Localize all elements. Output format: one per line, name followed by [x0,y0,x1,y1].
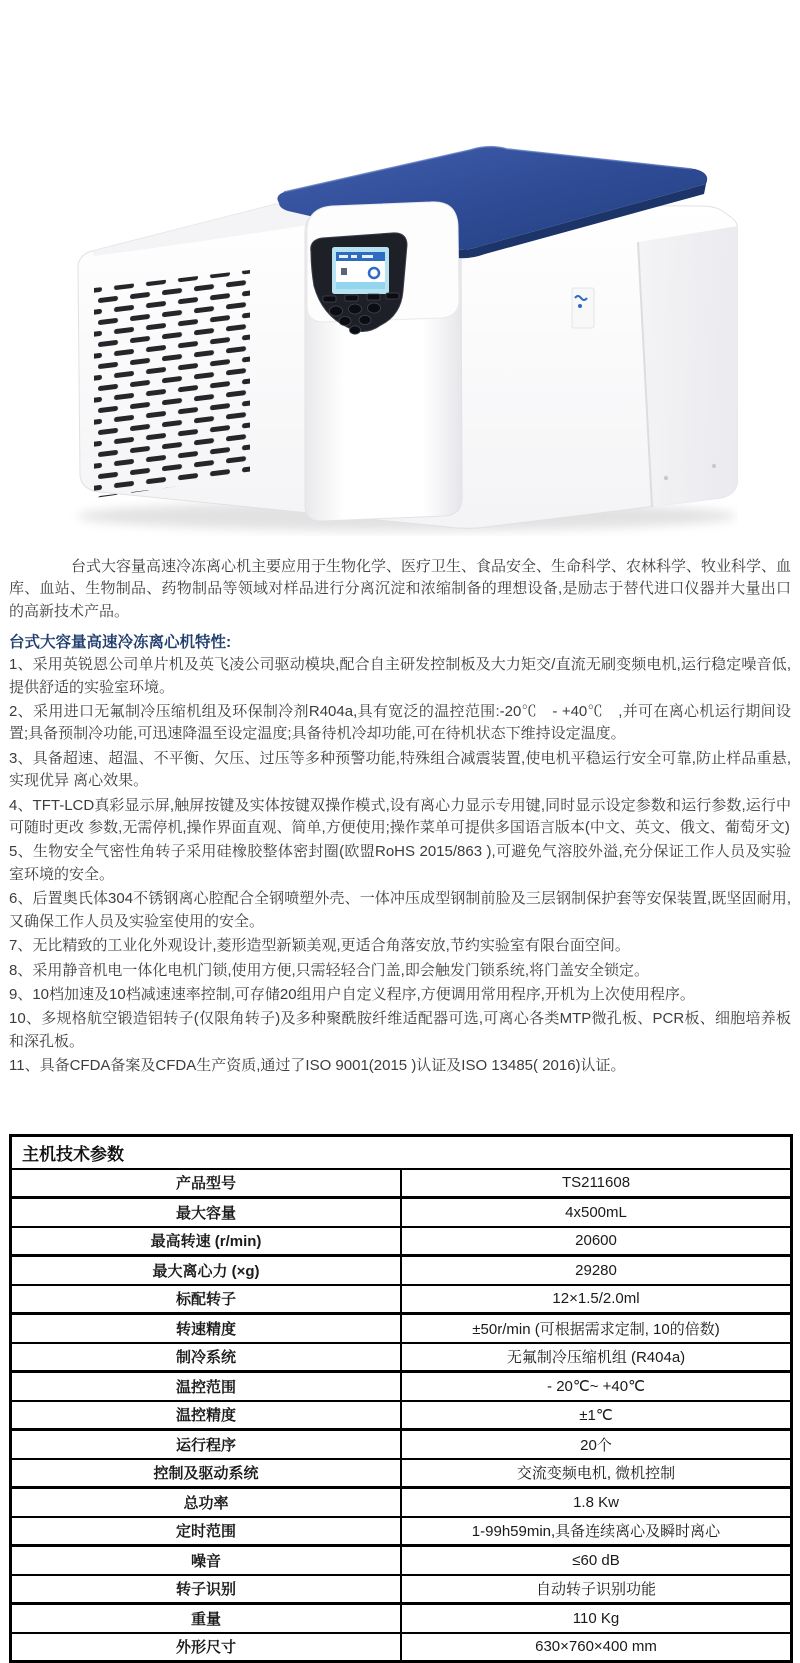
spec-table-header-row [11,1135,792,1169]
vent-grille [94,270,250,498]
spec-label: 定时范围 [11,1517,402,1546]
spec-value: - 20℃~ +40℃ [401,1372,792,1401]
spec-value: TS211608 [401,1169,792,1198]
spec-row [11,1401,792,1430]
spec-label: 转速精度 [11,1314,402,1343]
spec-table-body [11,1169,792,1662]
spec-value: 4x500mL [401,1198,792,1227]
spec-row [11,1604,792,1633]
spec-table [9,1134,793,1663]
feature-item: 1、采用英锐恩公司单片机及英飞凌公司驱动模块,配合自主研发控制板及大力矩交/直流无刷变频电机,运行稳定噪音低,提供舒适的实验室环境。 [9,656,791,696]
spec-row [11,1459,792,1488]
spec-row [11,1430,792,1459]
feature-item: 9、10档加速及10档减速速率控制,可存储20组用户自定义程序,方便调用常用程序,开机为上次使用程序。 [9,985,695,1003]
brand-logo [572,288,594,328]
spec-label: 产品型号 [11,1169,402,1198]
centrifuge-illustration [62,140,738,536]
spec-row [11,1314,792,1343]
lcd-screen [332,247,389,294]
product-page [0,140,800,1663]
feature-item: 7、无比精致的工业化外观设计,菱形造型新颖美观,更适合角落安放,节约实验室有限台面空间。 [9,937,630,955]
spec-row [11,1372,792,1401]
feature-item: 10、多规格航空锻造铝转子(仅限角转子)及多种聚酰胺纤维适配器可选,可离心各类MTP微孔板、PCR板、细胞培养板和深孔板。 [9,1010,791,1050]
spec-label: 最大容量 [11,1198,402,1227]
spec-value: ±1℃ [401,1401,792,1430]
spec-value: 自动转子识别功能 [401,1575,792,1604]
spec-value: 630×760×400 mm [401,1633,792,1662]
spec-label: 重量 [11,1604,402,1633]
spec-row [11,1488,792,1517]
spec-label: 转子识别 [11,1575,402,1604]
spec-label: 运行程序 [11,1430,402,1459]
spec-row [11,1256,792,1285]
feature-item: 8、采用静音机电一体化电机门锁,使用方便,只需轻轻合门盖,即会触发门锁系统,将门盖安全锁定。 [9,961,650,979]
spec-row [11,1227,792,1256]
product-photo [62,140,738,536]
feature-item: 5、生物安全气密性角转子采用硅橡胶整体密封圈(欧盟RoHS 2015/863 ),可避免气溶胶外溢,充分保证工作人员及实验室环境的安全。 [9,843,791,883]
features-heading: 台式大容量高速冷冻离心机特性: [9,634,232,652]
feature-item: 6、后置奥氏体304不锈钢离心腔配合全钢喷塑外壳、一体冲压成型钢制前脸及三层钢制保护套等安保装置,既坚固耐用,又确保工作人员及实验室使用的安全。 [9,890,791,930]
spec-value: 12×1.5/2.0ml [401,1285,792,1314]
spec-row [11,1285,792,1314]
spec-value: 交流变频电机, 微机控制 [401,1459,792,1488]
feature-item: 2、采用进口无氟制冷压缩机组及环保制冷剂R404a,具有宽泛的温控范围:-20℃ - +40℃ ,并可在离心机运行期间设置;具备预制冷功能,可迅速降温至设定温度;具备待机冷却功能,可在待机状态下维持设定温度。 [9,703,791,743]
spec-row [11,1633,792,1662]
spec-value: 110 Kg [401,1604,792,1633]
spec-label: 控制及驱动系统 [11,1459,402,1488]
spec-value: 无氟制冷压缩机组 (R404a) [401,1343,792,1372]
spec-value: ±50r/min (可根据需求定制, 10的倍数) [401,1314,792,1343]
spec-label: 噪音 [11,1546,402,1575]
intro-paragraph: 台式大容量高速冷冻离心机主要应用于生物化学、医疗卫生、食品安全、生命科学、农林科学、牧业科学、血库、血站、生物制品、药物制品等领域对样品进行分离沉淀和浓缩制备的理想设备,是励志于替代进口仪器并大量出口的高新技术产品。 [9,558,792,620]
spec-row [11,1517,792,1546]
spec-value: 1-99h59min,具备连续离心及瞬时离心 [401,1517,792,1546]
spec-row [11,1169,792,1198]
spec-label: 制冷系统 [11,1343,402,1372]
spec-row [11,1343,792,1372]
spec-value: 20个 [401,1430,792,1459]
feature-item: 3、具备超速、超温、不平衡、欠压、过压等多种预警功能,特殊组合减震装置,使电机平稳运行安全可靠,防止样品重悬,实现优异 离心效果。 [9,749,791,790]
feature-item: 11、具备CFDA备案及CFDA生产资质,通过了ISO 9001(2015 )认证及ISO 13485( 2016)认证。 [9,1057,626,1075]
spec-row [11,1546,792,1575]
spec-label: 总功率 [11,1488,402,1517]
spec-label: 外形尺寸 [11,1633,402,1662]
spec-value: 29280 [401,1256,792,1285]
feature-item: 4、TFT-LCD真彩显示屏,触屏按键及实体按键双操作模式,设有离心力显示专用键,同时显示设定参数和运行参数,运行中可随时更改 参数,无需停机,操作界面直观、简单,方便使用;操作菜单可提供多国语言版本(中文、英文、俄文、葡萄牙文) [9,796,791,837]
features-list [9,654,791,1077]
spec-label: 最大离心力 (×g) [11,1256,402,1285]
spec-label: 温控范围 [11,1372,402,1401]
spec-value: 1.8 Kw [401,1488,792,1517]
spec-value: 20600 [401,1227,792,1256]
spec-row [11,1575,792,1604]
spec-label: 标配转子 [11,1285,402,1314]
spec-row [11,1198,792,1227]
spec-label: 温控精度 [11,1401,402,1430]
spec-label: 最高转速 (r/min) [11,1227,402,1256]
spec-table-title: 主机技术参数 [11,1135,792,1169]
spec-value: ≤60 dB [401,1546,792,1575]
